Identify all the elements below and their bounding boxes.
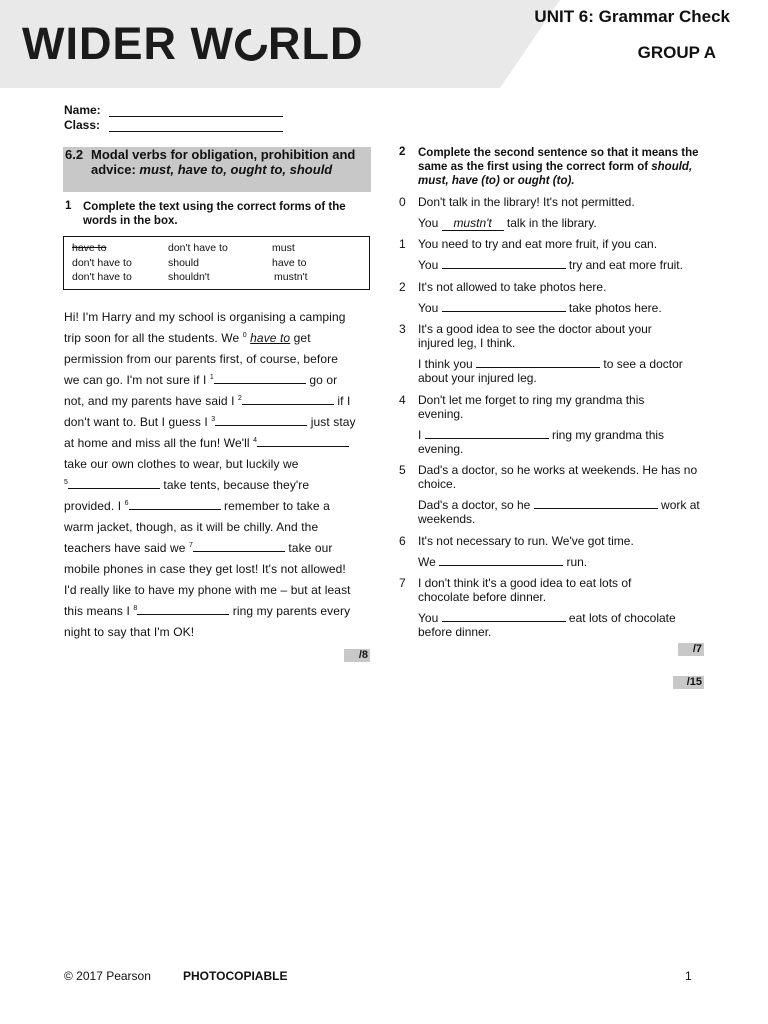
- answer-gap-2[interactable]: [242, 394, 334, 405]
- answer-gap[interactable]: [442, 611, 566, 622]
- exercise2-number: 2: [399, 146, 406, 158]
- word-box-item: must: [272, 242, 295, 254]
- item-number: 5: [399, 463, 406, 477]
- copyright: © 2017 Pearson: [64, 969, 151, 983]
- text-line: provided. I $^6$ remember to take a: [64, 499, 330, 513]
- example-answer: have to: [250, 331, 291, 345]
- answer-gap[interactable]: [439, 555, 563, 566]
- item-first-sentence: It's not allowed to take photos here.: [418, 280, 607, 294]
- section-title: Modal verbs for obligation, prohibition and advice: must, have to, ought to, should: [91, 147, 356, 177]
- word-box-item: should: [168, 257, 199, 269]
- item-number: 1: [399, 237, 406, 251]
- item-second-sentence: You mustn't talk in the library.: [418, 216, 597, 230]
- answer-gap-4[interactable]: [257, 436, 349, 447]
- answer-gap-1[interactable]: [214, 373, 306, 384]
- item-number: 2: [399, 280, 406, 294]
- item-second-sentence: You eat lots of chocolate before dinner.: [418, 611, 676, 639]
- item-first-sentence: I don't think it's a good idea to eat lots of chocolate before dinner.: [418, 576, 632, 604]
- class-label: Class:: [64, 118, 101, 132]
- word-box-item: shouldn't: [168, 271, 210, 283]
- page-number: 1: [685, 969, 692, 983]
- word-box-item: don't have to: [72, 257, 132, 269]
- name-line: [109, 116, 283, 117]
- item-number: 6: [399, 534, 406, 548]
- item-first-sentence: It's not necessary to run. We've got time.: [418, 534, 634, 548]
- photocopiable-label: PHOTOCOPIABLE: [183, 969, 288, 983]
- text-line: mobile phones in case they get lost! It's not allowed!: [64, 562, 346, 576]
- item-first-sentence: Don't let me forget to ring my grandma this evening.: [418, 393, 645, 421]
- answer-gap-8[interactable]: [137, 604, 229, 615]
- class-field[interactable]: [64, 118, 100, 132]
- item-number: 3: [399, 322, 406, 336]
- item-second-sentence: You take photos here.: [418, 301, 662, 315]
- item-second-sentence: You try and eat more fruit.: [418, 258, 683, 272]
- item-second-sentence: We run.: [418, 555, 588, 569]
- text-line: teachers have said we $^7$ take our: [64, 541, 333, 555]
- text-line: take our own clothes to wear, but luckily we: [64, 457, 299, 471]
- text-line: we can go. I'm not sure if I $^1$ go or: [64, 373, 338, 387]
- text-line: not, and my parents have said I $^2$ if I: [64, 394, 351, 408]
- text-line: at home and miss all the fun! We'll $^4$: [64, 436, 349, 450]
- answer-gap-6[interactable]: [129, 499, 221, 510]
- text-line: Hi! I'm Harry and my school is organising a camping: [64, 310, 346, 324]
- text-line: permission from our parents first, of course, before: [64, 352, 338, 366]
- text-line: $^5$ take tents, because they're: [64, 478, 310, 492]
- logo-o-icon: [228, 22, 273, 67]
- text-line: night to say that I'm OK!: [64, 625, 195, 639]
- item-second-sentence: I think you to see a doctor about your injured leg.: [418, 357, 683, 385]
- wider-world-logo: WIDER W RLD: [22, 18, 364, 69]
- item-first-sentence: You need to try and eat more fruit, if you can.: [418, 237, 658, 251]
- word-box-item: mustn't: [274, 271, 308, 283]
- unit-title: UNIT 6: Grammar Check: [534, 7, 730, 26]
- item-first-sentence: Don't talk in the library! It's not permitted.: [418, 195, 635, 209]
- answer-gap[interactable]: [425, 428, 549, 439]
- exercise2-score: /7: [678, 643, 704, 656]
- exercise1-number: 1: [65, 200, 72, 212]
- exercise1-instruction: Complete the text using the correct forms of the words in the box.: [83, 201, 346, 227]
- name-label: Name:: [64, 103, 101, 117]
- total-score: /15: [673, 676, 704, 689]
- item-second-sentence: I ring my grandma this evening.: [418, 428, 665, 456]
- answer-gap[interactable]: [442, 301, 566, 312]
- answer-gap-3[interactable]: [215, 415, 307, 426]
- text-line: trip soon for all the students. We $^0$ have to get: [64, 331, 311, 345]
- name-field[interactable]: [64, 103, 101, 117]
- exercise2-instruction: Complete the second sentence so that it means the same as the first using the correct form of should, must, have (to) or ought (to).: [418, 147, 699, 187]
- group-label: GROUP A: [637, 43, 716, 62]
- answer-gap[interactable]: [476, 357, 600, 368]
- item-number: 7: [399, 576, 406, 590]
- answer-gap[interactable]: [442, 258, 566, 269]
- text-line: this means I $^8$ ring my parents every: [64, 604, 351, 618]
- class-line: [109, 131, 283, 132]
- answer-gap-5[interactable]: [68, 478, 160, 489]
- text-line: don't want to. But I guess I $^3$ just stay: [64, 415, 356, 429]
- answer-gap[interactable]: [534, 498, 658, 509]
- section-number: 6.2: [65, 147, 84, 162]
- word-box-item: don't have to: [168, 242, 228, 254]
- item-first-sentence: It's a good idea to see the doctor about your injured leg, I think.: [418, 322, 652, 350]
- exercise1-score: /8: [344, 649, 370, 662]
- example-answer: mustn't: [442, 216, 504, 231]
- item-number: 4: [399, 393, 406, 407]
- text-line: I'd really like to have my phone with me – but at least: [64, 583, 351, 597]
- answer-gap-7[interactable]: [193, 541, 285, 552]
- word-box-item: don't have to: [72, 271, 132, 283]
- word-box-item: have to: [72, 242, 107, 254]
- item-second-sentence: Dad's a doctor, so he work at weekends.: [418, 498, 700, 526]
- word-box-item: have to: [272, 257, 307, 269]
- item-number: 0: [399, 195, 406, 209]
- text-line: warm jacket, though, as it will be chilly. And the: [64, 520, 319, 534]
- item-first-sentence: Dad's a doctor, so he works at weekends. He has no choice.: [418, 463, 698, 491]
